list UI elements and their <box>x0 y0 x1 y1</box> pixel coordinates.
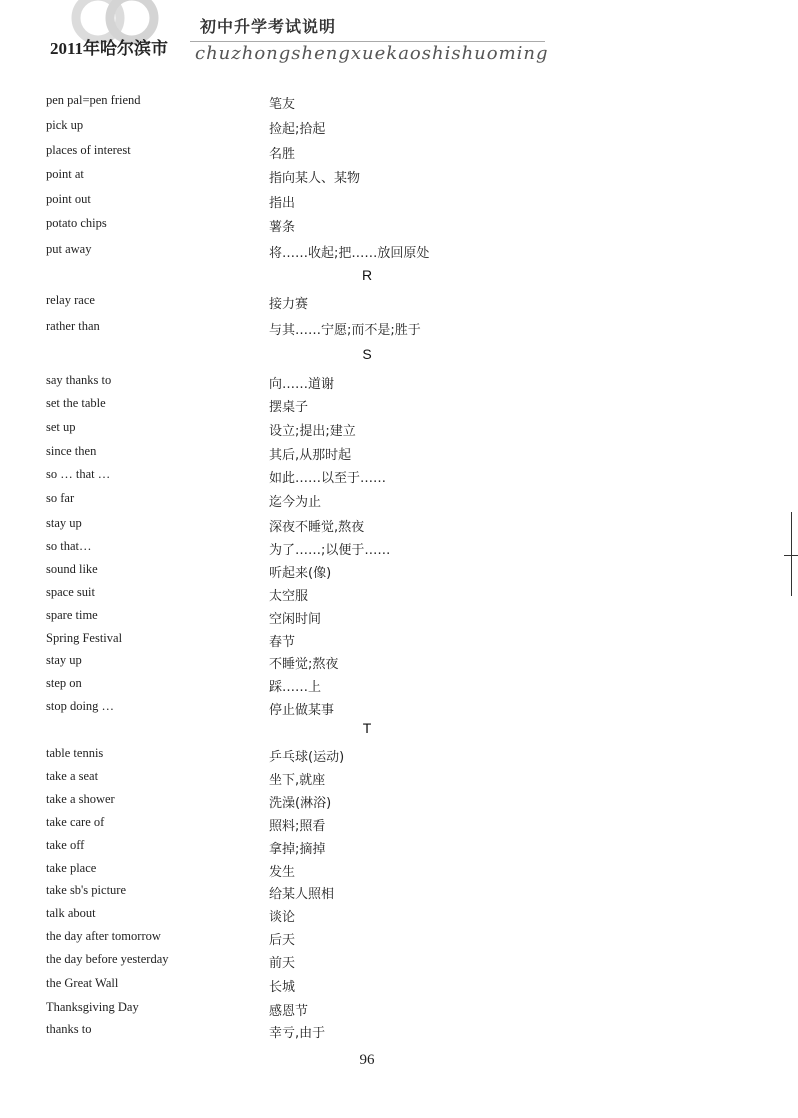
entry-english: take a seat <box>46 769 99 783</box>
entry-english: since then <box>46 444 97 458</box>
entry-chinese: 迄今为止 <box>269 495 322 510</box>
entry-chinese: 为了……;以便于…… <box>269 543 391 558</box>
entry-english: take sb's picture <box>46 883 127 897</box>
entry-chinese: 如此……以至于…… <box>269 471 387 486</box>
entry-chinese: 其后,从那时起 <box>269 448 352 463</box>
entry-english: take a shower <box>46 792 115 806</box>
entry-chinese: 薯条 <box>269 220 296 235</box>
entry-chinese: 听起来(像) <box>269 566 332 581</box>
entry-english: point out <box>46 192 91 206</box>
glossary-entry <box>0 1000 798 1020</box>
glossary-entry <box>0 585 798 605</box>
glossary-entry <box>0 242 798 262</box>
entry-chinese: 后天 <box>269 933 296 948</box>
glossary-entry <box>0 467 798 487</box>
header-title: 初中升学考试说明 <box>200 17 337 36</box>
glossary-entry <box>0 93 798 113</box>
glossary-entry <box>0 293 798 313</box>
entry-chinese: 给某人照相 <box>269 887 335 902</box>
glossary-entry <box>0 1022 798 1042</box>
entry-english: thanks to <box>46 1022 92 1036</box>
glossary-entry <box>0 118 798 138</box>
entry-english: say thanks to <box>46 373 112 387</box>
entry-chinese: 拿掉;摘掉 <box>269 842 326 857</box>
glossary-entry <box>0 838 798 858</box>
entry-chinese: 不睡觉;熬夜 <box>269 657 339 672</box>
header-rule <box>190 41 545 42</box>
entry-chinese: 洗澡(淋浴) <box>269 796 332 811</box>
glossary-entry <box>0 792 798 812</box>
header-pinyin: chuzhongshengxuekaoshishuoming <box>195 43 549 64</box>
entry-chinese: 谈论 <box>269 910 296 925</box>
entry-chinese: 坐下,就座 <box>269 773 326 788</box>
entry-english: so that… <box>46 539 92 553</box>
entry-chinese: 名胜 <box>269 147 296 162</box>
glossary-entry <box>0 396 798 416</box>
glossary-entry <box>0 216 798 236</box>
entry-english: potato chips <box>46 216 107 230</box>
glossary-entry <box>0 167 798 187</box>
binding-mark-horizontal <box>784 555 798 556</box>
glossary-entry <box>0 444 798 464</box>
section-letter: R <box>361 267 373 283</box>
glossary-entry <box>0 815 798 835</box>
glossary-entry <box>0 192 798 212</box>
glossary-entry <box>0 769 798 789</box>
entry-chinese: 前天 <box>269 956 296 971</box>
glossary-entry <box>0 319 798 339</box>
entry-english: the day before yesterday <box>46 952 169 966</box>
entry-english: pen pal=pen friend <box>46 93 141 107</box>
section-letter: S <box>362 346 372 362</box>
entry-english: stop doing … <box>46 699 115 713</box>
entry-english: point at <box>46 167 84 181</box>
glossary-entry <box>0 746 798 766</box>
entry-english: put away <box>46 242 92 256</box>
entry-english: relay race <box>46 293 95 307</box>
glossary-entry <box>0 562 798 582</box>
entry-english: sound like <box>46 562 98 576</box>
entry-english: take place <box>46 861 97 875</box>
entry-chinese: 照料;照看 <box>269 819 326 834</box>
glossary-entry <box>0 676 798 696</box>
entry-english: Spring Festival <box>46 631 123 645</box>
entry-chinese: 与其……宁愿;而不是;胜于 <box>269 323 421 338</box>
entry-english: space suit <box>46 585 95 599</box>
page-number: 96 <box>359 1052 375 1068</box>
entry-chinese: 乒乓球(运动) <box>269 750 345 765</box>
entry-english: table tennis <box>46 746 104 760</box>
glossary-entry <box>0 631 798 651</box>
entry-english: stay up <box>46 516 82 530</box>
entry-chinese: 设立;提出;建立 <box>269 424 356 439</box>
entry-chinese: 发生 <box>269 865 296 880</box>
section-letter: T <box>362 720 372 736</box>
glossary-entry <box>0 929 798 949</box>
glossary-entry <box>0 373 798 393</box>
entry-english: rather than <box>46 319 100 333</box>
glossary-entry <box>0 653 798 673</box>
entry-english: the day after tomorrow <box>46 929 161 943</box>
entry-chinese: 接力赛 <box>269 297 309 312</box>
entry-english: step on <box>46 676 82 690</box>
entry-chinese: 向……道谢 <box>269 377 335 392</box>
entry-english: stay up <box>46 653 82 667</box>
binding-mark-vertical <box>791 512 792 596</box>
glossary-entry <box>0 539 798 559</box>
glossary-entry <box>0 976 798 996</box>
glossary-entry <box>0 420 798 440</box>
glossary-entry <box>0 906 798 926</box>
page-header <box>0 0 798 80</box>
entry-english: take off <box>46 838 85 852</box>
glossary-entry <box>0 516 798 536</box>
entry-english: Thanksgiving Day <box>46 1000 139 1014</box>
glossary-entry <box>0 952 798 972</box>
entry-chinese: 春节 <box>269 635 296 650</box>
entry-chinese: 深夜不睡觉,熬夜 <box>269 520 365 535</box>
entry-chinese: 捡起;拾起 <box>269 122 326 137</box>
entry-english: spare time <box>46 608 98 622</box>
entry-english: the Great Wall <box>46 976 119 990</box>
entry-chinese: 长城 <box>269 980 296 995</box>
header-year-city: 2011年哈尔滨市 <box>50 39 169 58</box>
entry-chinese: 踩……上 <box>269 680 322 695</box>
entry-chinese: 摆桌子 <box>269 400 309 415</box>
entry-english: so far <box>46 491 75 505</box>
entry-chinese: 指向某人、某物 <box>269 171 361 186</box>
entry-english: so … that … <box>46 467 111 481</box>
glossary-entry <box>0 699 798 719</box>
entry-chinese: 空闲时间 <box>269 612 322 627</box>
entry-chinese: 幸亏,由于 <box>269 1026 326 1041</box>
glossary-entry <box>0 143 798 163</box>
entry-chinese: 太空服 <box>269 589 309 604</box>
entry-english: set the table <box>46 396 106 410</box>
glossary-entry <box>0 861 798 881</box>
glossary-entry <box>0 608 798 628</box>
entry-chinese: 指出 <box>269 196 296 211</box>
entry-chinese: 感恩节 <box>269 1004 309 1019</box>
entry-english: pick up <box>46 118 84 132</box>
glossary-entry <box>0 491 798 511</box>
entry-chinese: 笔友 <box>269 97 296 112</box>
entry-english: talk about <box>46 906 96 920</box>
glossary-entry <box>0 883 798 903</box>
entry-chinese: 将……收起;把……放回原处 <box>269 246 430 261</box>
entry-english: places of interest <box>46 143 131 157</box>
entry-chinese: 停止做某事 <box>269 703 335 718</box>
entry-english: take care of <box>46 815 105 829</box>
entry-english: set up <box>46 420 76 434</box>
